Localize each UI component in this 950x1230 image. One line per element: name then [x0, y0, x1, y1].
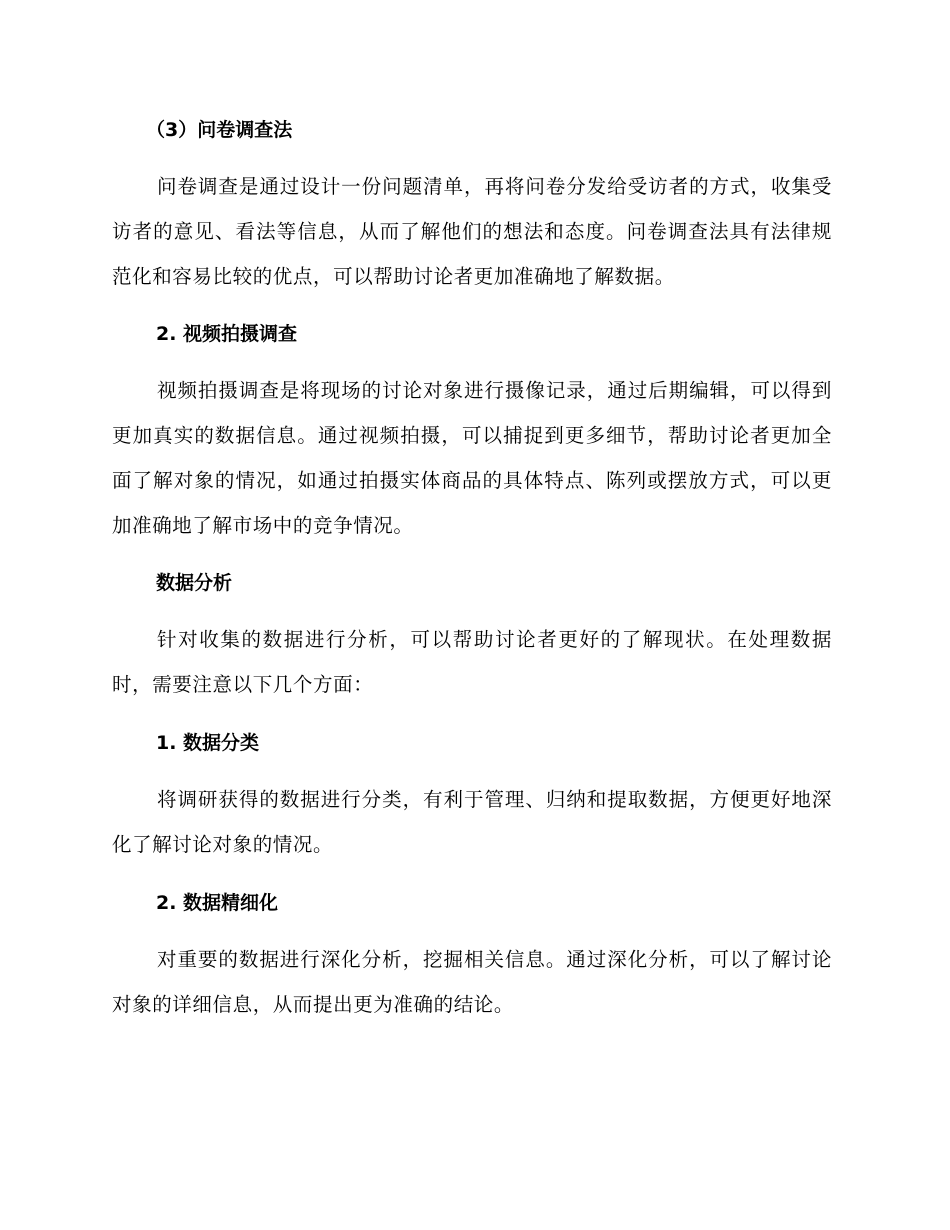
paragraph-questionnaire: 问卷调查是通过设计一份问题清单，再将问卷分发给受访者的方式，收集受访者的意见、看法等信息，从而了解他们的想法和态度。问卷调查法具有法律规范化和容易比较的优点，可以帮助讨论者更加准确地了解数据。	[112, 175, 832, 288]
section-heading-video: 2. 视频拍摄调查	[156, 323, 298, 345]
paragraph-analysis: 针对收集的数据进行分析，可以帮助讨论者更好的了解现状。在处理数据时，需要注意以下几个方面：	[112, 628, 832, 696]
section-heading-refinement: 2. 数据精细化	[156, 892, 279, 914]
section-heading-questionnaire: （3）问卷调查法	[146, 119, 293, 141]
paragraph-video: 视频拍摄调查是将现场的讨论对象进行摄像记录，通过后期编辑，可以得到更加真实的数据信息。通过视频拍摄，可以捕捉到更多细节，帮助讨论者更加全面了解对象的情况，如通过拍摄实体商品的具体特点、陈列或摆放方式，可以更加准确地了解市场中的竞争情况。	[112, 379, 832, 537]
section-heading-analysis: 数据分析	[156, 572, 233, 594]
paragraph-refinement: 对重要的数据进行深化分析，挖掘相关信息。通过深化分析，可以了解讨论对象的详细信息，从而提出更为准确的结论。	[112, 948, 832, 1016]
paragraph-classification: 将调研获得的数据进行分类，有利于管理、归纳和提取数据，方便更好地深化了解讨论对象的情况。	[112, 788, 832, 856]
section-heading-classification: 1. 数据分类	[156, 732, 260, 754]
